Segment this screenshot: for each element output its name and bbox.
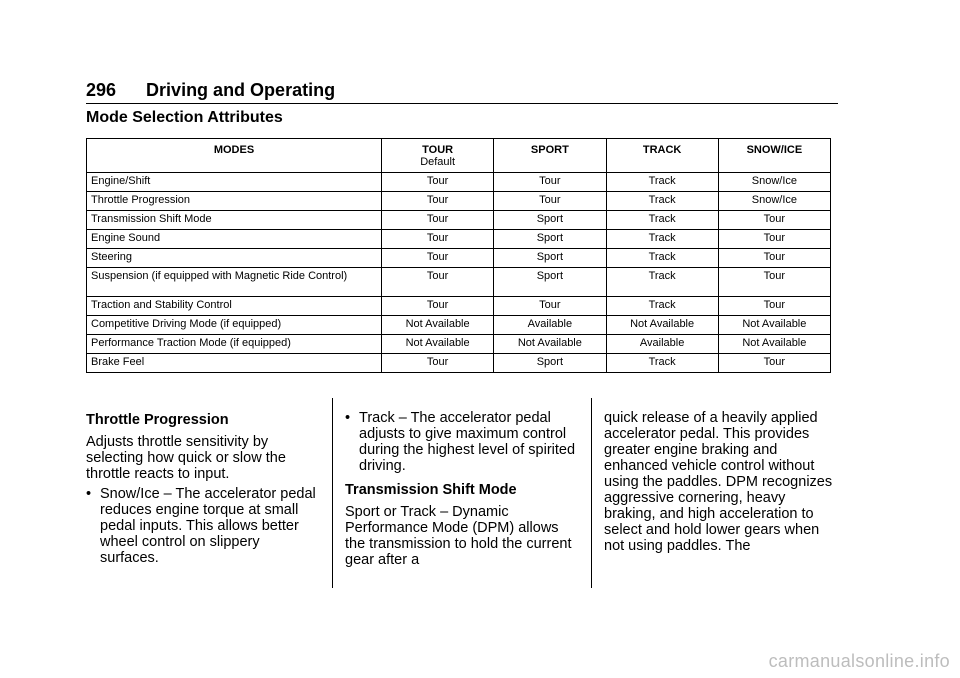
page-header — [86, 80, 838, 104]
table-cell: Track — [606, 230, 718, 249]
column-divider — [591, 398, 592, 588]
row-label: Engine Sound — [87, 230, 382, 249]
table-row — [87, 335, 831, 354]
table-row — [87, 297, 831, 316]
table-cell: Track — [606, 297, 718, 316]
table-cell: Tour — [494, 297, 606, 316]
bullet-icon: • — [86, 486, 92, 502]
bullet-text: Snow/Ice – The accelerator pedal reduces engine torque at small pedal inputs. This allows better wheel control on slippery surfaces. — [100, 486, 316, 566]
column-header: TRACK — [606, 139, 718, 173]
text-column-1 — [86, 404, 322, 570]
row-label: Traction and Stability Control — [87, 297, 382, 316]
table-cell: Track — [606, 268, 718, 297]
table-cell: Tour — [718, 354, 830, 373]
table-cell: Tour — [718, 268, 830, 297]
paragraph: Sport or Track – Dynamic Performance Mode (DPM) allows the transmission to hold the current gear after a — [345, 504, 572, 568]
section-title: Mode Selection Attributes — [86, 109, 283, 126]
row-label: Steering — [87, 249, 382, 268]
table-row — [87, 230, 831, 249]
table-cell: Available — [606, 335, 718, 354]
row-label: Engine/Shift — [87, 173, 382, 192]
table-cell: Track — [606, 211, 718, 230]
table-header-row — [87, 139, 831, 173]
table-cell: Tour — [382, 230, 494, 249]
throttle-progression-heading: Throttle Progression — [86, 412, 229, 428]
text-column-2 — [345, 404, 581, 572]
table-cell: Available — [494, 316, 606, 335]
table-row — [87, 354, 831, 373]
list-item — [345, 410, 581, 474]
table-cell: Tour — [494, 173, 606, 192]
row-label: Performance Traction Mode (if equipped) — [87, 335, 382, 354]
list-item — [86, 486, 322, 566]
table-cell: Tour — [382, 173, 494, 192]
row-label: Throttle Progression — [87, 192, 382, 211]
table-row — [87, 211, 831, 230]
table-cell: Tour — [494, 192, 606, 211]
column-header: SPORT — [494, 139, 606, 173]
table-row — [87, 173, 831, 192]
paragraph: Adjusts throttle sensitivity by selecting how quick or slow the throttle reacts to input. — [86, 434, 286, 482]
table-cell: Sport — [494, 249, 606, 268]
row-label: Transmission Shift Mode — [87, 211, 382, 230]
table-cell: Tour — [382, 249, 494, 268]
table-cell: Tour — [382, 192, 494, 211]
page-number: 296 — [86, 80, 117, 100]
paragraph: quick release of a heavily applied accelerator pedal. This provides greater engine braking and enhanced vehicle control without using the paddles. DPM recognizes aggressive cornering, heavy braking, and high acceleration to select and hold lower gears when not using paddles. The — [604, 410, 833, 554]
text-column-3 — [604, 404, 840, 558]
table-cell: Track — [606, 192, 718, 211]
table-cell: Sport — [494, 268, 606, 297]
row-label: Competitive Driving Mode (if equipped) — [87, 316, 382, 335]
row-label: Suspension (if equipped with Magnetic Ride Control) — [87, 268, 382, 297]
transmission-shift-mode-heading: Transmission Shift Mode — [345, 482, 517, 498]
table-row — [87, 249, 831, 268]
table-cell: Not Available — [494, 335, 606, 354]
table-row — [87, 192, 831, 211]
table-cell: Tour — [718, 249, 830, 268]
row-label: Brake Feel — [87, 354, 382, 373]
table-cell: Not Available — [382, 335, 494, 354]
table-cell: Tour — [382, 354, 494, 373]
column-header: SNOW/ICE — [718, 139, 830, 173]
table-cell: Tour — [718, 297, 830, 316]
table-cell: Snow/Ice — [718, 173, 830, 192]
table-cell: Not Available — [718, 335, 830, 354]
table-cell: Snow/Ice — [718, 192, 830, 211]
table-cell: Not Available — [606, 316, 718, 335]
table-row — [87, 316, 831, 335]
table-cell: Tour — [718, 211, 830, 230]
table-cell: Sport — [494, 354, 606, 373]
table-cell: Sport — [494, 211, 606, 230]
table-cell: Track — [606, 354, 718, 373]
table-cell: Tour — [718, 230, 830, 249]
table-cell: Not Available — [382, 316, 494, 335]
table-cell: Sport — [494, 230, 606, 249]
mode-attributes-table — [86, 138, 831, 373]
chapter-title: Driving and Operating — [146, 80, 336, 100]
table-cell: Tour — [382, 268, 494, 297]
column-divider — [332, 398, 333, 588]
column-header: TOUR Default — [382, 139, 494, 173]
table-cell: Track — [606, 249, 718, 268]
table-cell: Track — [606, 173, 718, 192]
column-header: MODES — [87, 139, 382, 173]
table-cell: Not Available — [718, 316, 830, 335]
table-row — [87, 268, 831, 297]
bullet-text: Track – The accelerator pedal adjusts to give maximum control during the highest level of spirited driving. — [359, 410, 576, 474]
watermark: carmanualsonline.info — [768, 651, 950, 671]
table-cell: Tour — [382, 297, 494, 316]
bullet-icon: • — [345, 410, 351, 426]
table-cell: Tour — [382, 211, 494, 230]
